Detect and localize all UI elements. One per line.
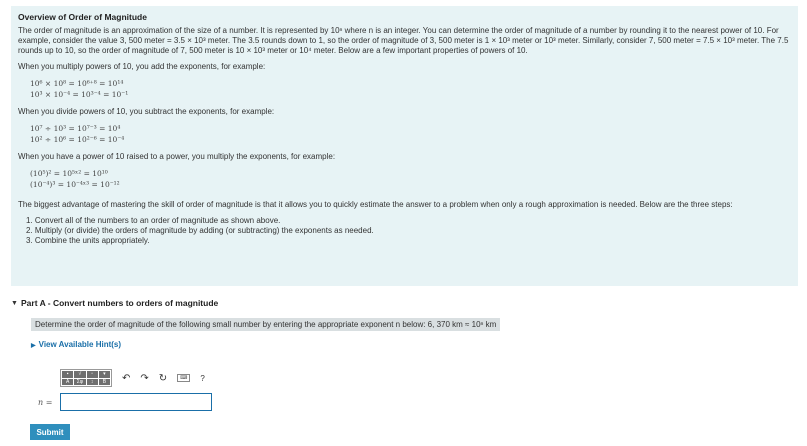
- part-a-title: Part A - Convert numbers to orders of magnitude: [21, 298, 219, 308]
- template-key[interactable]: ▪: [62, 371, 73, 378]
- template-key[interactable]: ↕: [87, 379, 98, 386]
- step-item: 3. Combine the units appropriately.: [26, 236, 150, 245]
- template-key[interactable]: ▫: [87, 371, 98, 378]
- answer-input[interactable]: [60, 393, 212, 411]
- template-key[interactable]: B: [99, 379, 110, 386]
- part-a-header[interactable]: [11, 298, 798, 308]
- step-item: 2. Multiply (or divide) the orders of magnitude by adding (or subtracting) the exponents as needed.: [26, 226, 374, 235]
- power-example-1: (10⁵)² = 10⁵ˣ² = 10¹⁰: [30, 169, 108, 178]
- power-examples: [30, 168, 791, 190]
- power-example-2: (10⁻⁴)³ = 10⁻⁴ˣ³ = 10⁻¹²: [30, 180, 120, 189]
- submit-button[interactable]: Submit: [30, 424, 70, 440]
- template-key[interactable]: √: [74, 371, 85, 378]
- question-text: Determine the order of magnitude of the following small number by entering the appropriate exponent n below: 6, 370 km ≈ 10ⁿ km: [31, 318, 500, 331]
- overview-title: Overview of Order of Magnitude: [18, 12, 147, 22]
- steps-list: [26, 216, 791, 246]
- answer-label: n =: [38, 398, 53, 407]
- power-text: When you have a power of 10 raised to a power, you multiply the exponents, for example:: [18, 152, 336, 161]
- redo-icon[interactable]: ↷: [140, 372, 149, 384]
- template-key[interactable]: Σφ: [74, 379, 85, 386]
- advantage-text: The biggest advantage of mastering the skill of order of magnitude is that it allows you to quickly estimate the answer to a problem when only a rough approximation is needed. Below are the three steps:: [18, 200, 733, 209]
- divide-example-2: 10² ÷ 10⁶ = 10²⁻⁶ = 10⁻⁴: [30, 135, 125, 144]
- view-hints-link[interactable]: [31, 340, 798, 349]
- chevron-down-icon[interactable]: ▼: [11, 299, 18, 307]
- reset-icon[interactable]: ↻: [158, 372, 168, 384]
- template-key[interactable]: ▾: [99, 371, 110, 378]
- help-icon[interactable]: ?: [200, 373, 205, 383]
- step-item: 1. Convert all of the numbers to an order of magnitude as shown above.: [26, 216, 281, 225]
- part-a-section: [11, 298, 798, 349]
- multiply-example-2: 10³ × 10⁻⁴ = 10³⁻⁴ = 10⁻¹: [30, 90, 129, 99]
- hint-label: View Available Hint(s): [38, 340, 122, 349]
- multiply-examples: [30, 78, 791, 100]
- divide-example-1: 10⁷ ÷ 10³ = 10⁷⁻³ = 10⁴: [30, 124, 121, 133]
- template-key[interactable]: A: [62, 379, 73, 386]
- multiply-example-1: 10⁶ × 10⁸ = 10⁶⁺⁸ = 10¹⁴: [30, 79, 124, 88]
- divide-examples: [30, 123, 791, 145]
- overview-panel: [11, 6, 798, 286]
- math-toolbar: [60, 369, 205, 387]
- chevron-right-icon: ▶: [31, 343, 36, 349]
- divide-text: When you divide powers of 10, you subtract the exponents, for example:: [18, 107, 275, 116]
- overview-intro: The order of magnitude is an approximation of the size of a number. It is represented by 10ⁿ where n is an integer. You can determine the order of magnitude of a number by rounding it to the nearest power of 10. For example, consider the value 3, 500 meter = 3.5 × 10³ meter. The 3.5 rounds down to 1, so the order of magnitude of 3, 500 meter is 1 × 10³ meter or 10³ meter. Similarly, consider 7, 500 meter = 7.5 × 10³ meter. The 7.5 rounds up to 10, so the order of magnitude of 7, 500 meter is 10 × 10³ meter or 10⁴ meter. Below are a few important properties of powers of 10.: [18, 26, 789, 55]
- template-palette[interactable]: [60, 369, 112, 387]
- keyboard-icon[interactable]: ⌨: [177, 374, 190, 382]
- undo-icon[interactable]: ↶: [122, 372, 131, 384]
- multiply-text: When you multiply powers of 10, you add the exponents, for example:: [18, 62, 266, 71]
